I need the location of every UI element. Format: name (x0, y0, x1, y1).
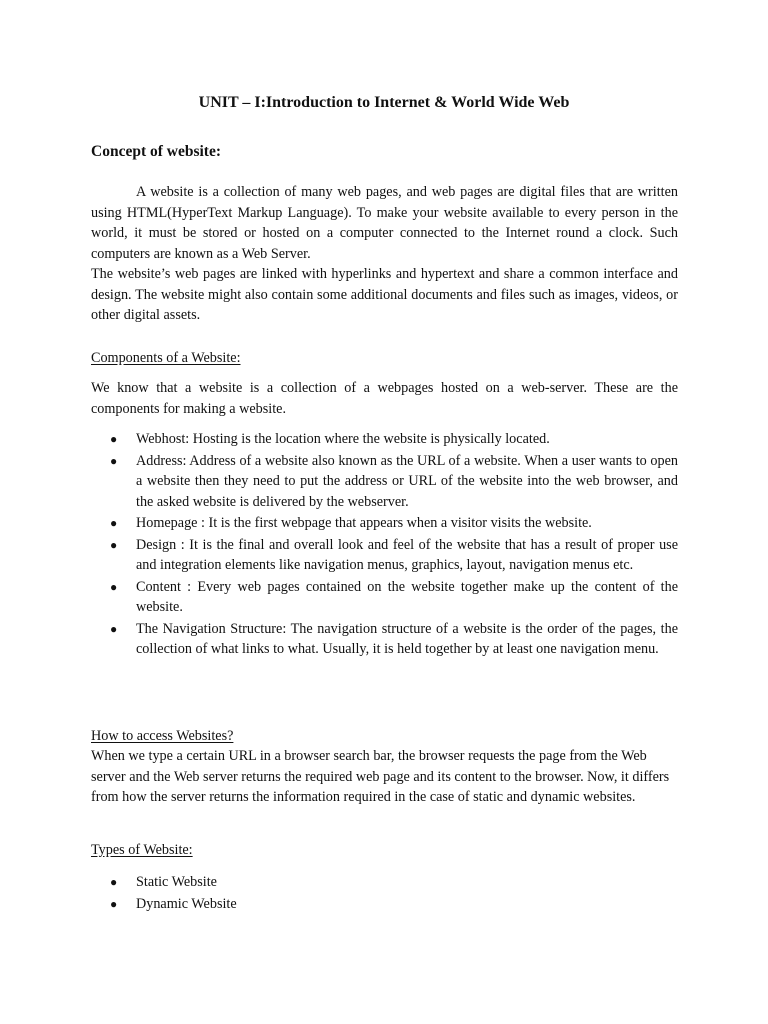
bullet-icon: ● (110, 579, 118, 594)
bullet-icon: ● (110, 621, 118, 636)
access-heading-text: How to access Websites? (91, 728, 234, 744)
concept-section (91, 182, 678, 326)
list-item-text: Static Website (136, 874, 217, 890)
types-heading-text: Types of Website: (91, 842, 193, 858)
bullet-icon: ● (110, 516, 118, 530)
list-item-text: Dynamic Website (136, 895, 237, 912)
components-intro: We know that a website is a collection of a webpages hosted on a web-server. These are the components for making a website. (91, 380, 678, 417)
list-item (91, 577, 678, 618)
types-list (91, 872, 678, 915)
types-heading (91, 840, 678, 861)
bullet-icon: ● (110, 453, 118, 468)
concept-paragraph-1: A website is a collection of many web pages, and web pages are digital files that are written using HTML(HyperText Markup Language). To make your website available to every person in the world, it must be stored or hosted on a computer connected to the Internet round a clock. Such computers are known as a Web Server. (91, 184, 678, 262)
components-heading-text: Components of a Website: (91, 350, 241, 366)
access-paragraph: When we type a certain URL in a browser search bar, the browser requests the page from the Web server and the Web server returns the required web page and its content to the browser. Now, it differs from how the server returns the information required in the case of static and dynamic websites. (91, 748, 670, 805)
bullet-icon: ● (110, 432, 118, 446)
components-heading (91, 348, 678, 369)
list-item-text: Design : It is the final and overall look and feel of the website that has a result of proper use and integration elements like navigation menus, graphics, layout, navigation menus etc. (136, 536, 678, 573)
access-heading (91, 726, 678, 747)
components-list (91, 429, 678, 661)
list-item-text: Content : Every web pages contained on the website together make up the content of the website. (136, 578, 678, 615)
concept-paragraph-2: The website’s web pages are linked with hyperlinks and hypertext and share a common interface and design. The website might also contain some additional documents and files such as images, videos, or other digital assets. (91, 266, 678, 323)
page-title: UNIT – I:Introduction to Internet & World Wide Web (198, 94, 570, 111)
bullet-icon: ● (110, 537, 118, 552)
list-item-text: Address: Address of a website also known as the URL of a website. When a user wants to open a website then they need to put the address or URL of the website into the web browser, and the asked website is delivered by the webserver. (136, 452, 678, 510)
list-item-text: The Navigation Structure: The navigation structure of a website is the order of the pages, the collection of what links to what. Usually, it is held together by at least one navigation menu. (136, 620, 678, 657)
bullet-icon: ● (110, 875, 118, 889)
list-item (91, 429, 678, 450)
list-item (91, 451, 678, 513)
list-item (91, 513, 678, 534)
list-item (91, 872, 678, 893)
list-item (91, 619, 678, 660)
concept-heading: Concept of website: (91, 143, 222, 160)
list-item-text: Webhost: Hosting is the location where the website is physically located. (136, 431, 550, 447)
list-item (91, 894, 678, 915)
list-item (91, 535, 678, 576)
list-item-text: Homepage : It is the first webpage that appears when a visitor visits the website. (136, 515, 592, 531)
bullet-icon: ● (110, 896, 118, 911)
